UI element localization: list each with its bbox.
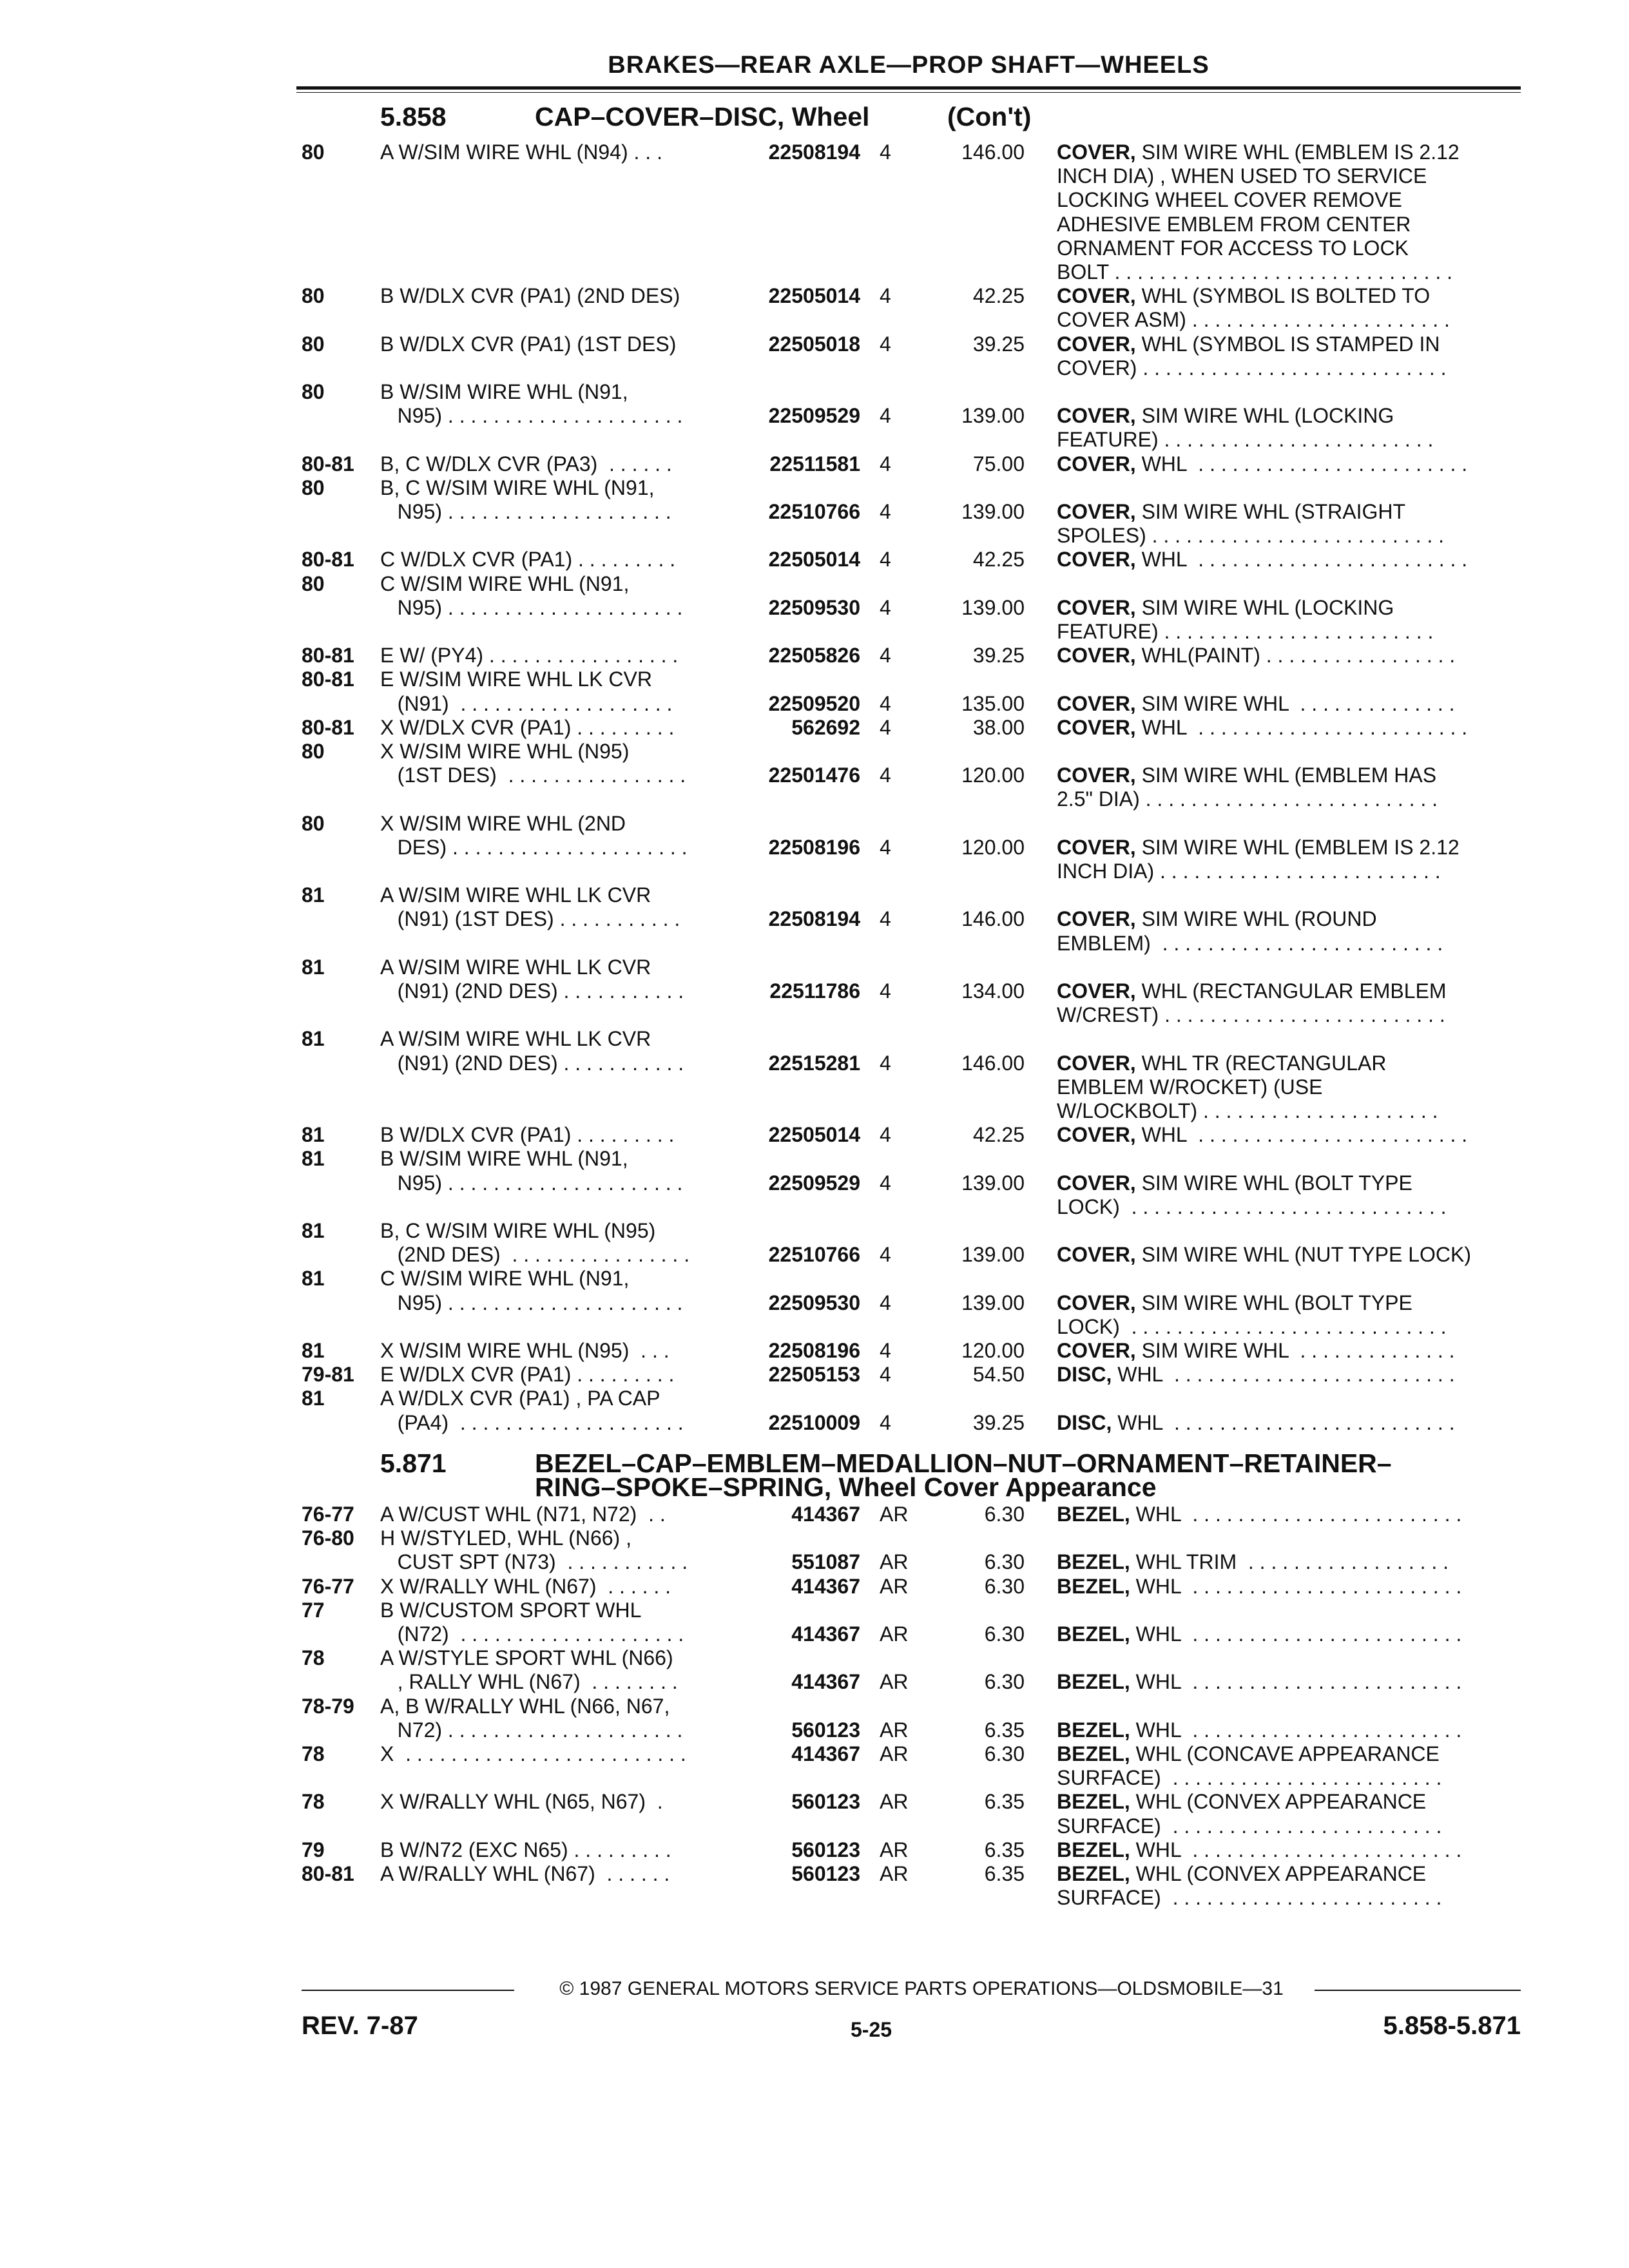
model-years: 77 [302, 1598, 325, 1622]
quantity: 4 [880, 1243, 891, 1267]
part-name: COVER, SIM WIRE WHL (BOLT TYPE [1057, 1171, 1412, 1195]
part-number: 22510766 [768, 500, 860, 523]
quantity: AR [880, 1550, 909, 1574]
usage-description: E W/ (PY4) . . . . . . . . . . . . . . . . . [380, 644, 679, 668]
part-number: 22505826 [768, 644, 860, 668]
usage-description: X W/RALLY WHL (N67) . . . . . . [380, 1574, 671, 1598]
part-number: 22510766 [768, 1243, 860, 1267]
list-price: 6.35 [984, 1838, 1025, 1861]
list-price: 139.00 [961, 1243, 1025, 1267]
list-price: 6.30 [984, 1742, 1025, 1765]
list-price: 38.00 [972, 715, 1025, 739]
part-name: COVER, WHL . . . . . . . . . . . . . . . . . . . . . . . . [1057, 1123, 1468, 1147]
list-price: 146.00 [961, 1051, 1025, 1075]
model-years: 78-79 [302, 1694, 354, 1718]
part-name: FEATURE) . . . . . . . . . . . . . . . . . . . . . . . . [1057, 620, 1434, 643]
part-name: EMBLEM) . . . . . . . . . . . . . . . . . . . . . . . . . [1057, 931, 1443, 955]
usage-description: A W/STYLE SPORT WHL (N66) [380, 1646, 673, 1670]
quantity: 4 [880, 548, 891, 572]
usage-description: B W/DLX CVR (PA1) (2ND DES) [380, 284, 680, 308]
usage-description: B W/DLX CVR (PA1) (1ST DES) [380, 332, 677, 356]
part-number: 22509520 [768, 691, 860, 715]
part-number: 22509530 [768, 1291, 860, 1314]
page-title: BRAKES—REAR AXLE—PROP SHAFT—WHEELS [608, 52, 1210, 79]
part-number: 22509530 [768, 595, 860, 619]
list-price: 42.25 [972, 548, 1025, 572]
quantity: 4 [880, 1123, 891, 1147]
quantity: 4 [880, 1291, 891, 1314]
usage-description: X W/SIM WIRE WHL (2ND [380, 811, 626, 835]
usage-description: (N91) (2ND DES) . . . . . . . . . . . [380, 979, 684, 1003]
model-years: 80 [302, 811, 325, 835]
list-price: 139.00 [961, 1291, 1025, 1314]
part-number: 22505018 [768, 332, 860, 356]
model-years: 79 [302, 1838, 325, 1861]
quantity: 4 [880, 500, 891, 523]
quantity: AR [880, 1838, 909, 1861]
part-name: SPOLES) . . . . . . . . . . . . . . . . . . . . . . . . . . [1057, 524, 1445, 548]
part-number: 22505014 [768, 1123, 860, 1147]
usage-description: , RALLY WHL (N67) . . . . . . . . [380, 1670, 678, 1694]
quantity: 4 [880, 1339, 891, 1362]
revision-date: REV. 7-87 [302, 2012, 418, 2040]
section-number: 5.858 [380, 102, 447, 131]
page-number: 5-25 [851, 2018, 892, 2041]
quantity: AR [880, 1622, 909, 1646]
quantity: 4 [880, 691, 891, 715]
usage-description: B, C W/DLX CVR (PA3) . . . . . . [380, 452, 672, 476]
section-heading-5858 [0, 102, 1629, 131]
part-name: 2.5" DIA) . . . . . . . . . . . . . . . . . . . . . . . . . . [1057, 787, 1438, 811]
list-price: 120.00 [961, 764, 1025, 787]
model-years: 80-81 [302, 548, 354, 572]
model-years: 76-80 [302, 1526, 354, 1550]
usage-description: A W/SIM WIRE WHL (N94) . . . [380, 140, 662, 164]
header-rule [296, 86, 1521, 90]
list-price: 135.00 [961, 691, 1025, 715]
usage-description: (N91) . . . . . . . . . . . . . . . . . . . [380, 691, 673, 715]
part-name: COVER, SIM WIRE WHL (LOCKING [1057, 404, 1394, 428]
list-price: 120.00 [961, 1339, 1025, 1362]
part-name: COVER, SIM WIRE WHL (EMBLEM HAS [1057, 764, 1437, 787]
part-name: INCH DIA) . . . . . . . . . . . . . . . . . . . . . . . . . [1057, 860, 1441, 883]
part-name: COVER, SIM WIRE WHL (EMBLEM IS 2.12 [1057, 835, 1460, 859]
page-header [296, 52, 1521, 90]
usage-description: C W/DLX CVR (PA1) . . . . . . . . . [380, 548, 676, 572]
part-number: 22508194 [768, 140, 860, 164]
part-name: W/LOCKBOLT) . . . . . . . . . . . . . . . . . . . . . [1057, 1099, 1438, 1122]
model-years: 80 [302, 380, 325, 403]
usage-description: N72) . . . . . . . . . . . . . . . . . . . . . [380, 1718, 683, 1742]
usage-description: N95) . . . . . . . . . . . . . . . . . . . . . [380, 1291, 683, 1314]
list-price: 54.50 [972, 1363, 1025, 1387]
usage-description: A W/SIM WIRE WHL LK CVR [380, 955, 651, 979]
quantity: 4 [880, 332, 891, 356]
part-number: 414367 [791, 1670, 860, 1694]
part-name: COVER, WHL . . . . . . . . . . . . . . . . . . . . . . . . [1057, 548, 1468, 572]
list-price: 75.00 [972, 452, 1025, 476]
quantity: AR [880, 1862, 909, 1885]
section-heading-5871 [0, 1448, 1629, 1503]
usage-description: B W/CUSTOM SPORT WHL [380, 1598, 642, 1622]
list-price: 6.30 [984, 1550, 1025, 1574]
usage-description: A W/CUST WHL (N71, N72) . . [380, 1503, 666, 1526]
part-number: 22509529 [768, 404, 860, 428]
model-years: 80 [302, 332, 325, 356]
part-number: 560123 [791, 1790, 860, 1814]
list-price: 6.30 [984, 1670, 1025, 1694]
part-name: COVER ASM) . . . . . . . . . . . . . . . . . . . . . . . [1057, 308, 1450, 332]
usage-description: B W/DLX CVR (PA1) . . . . . . . . . [380, 1123, 675, 1147]
quantity: 4 [880, 140, 891, 164]
part-name: COVER, WHL (SYMBOL IS BOLTED TO [1057, 284, 1431, 308]
list-price: 6.35 [984, 1790, 1025, 1814]
usage-description: N95) . . . . . . . . . . . . . . . . . . . . . [380, 404, 683, 428]
list-price: 6.30 [984, 1622, 1025, 1646]
usage-description: C W/SIM WIRE WHL (N91, [380, 1267, 630, 1291]
list-price: 42.25 [972, 284, 1025, 308]
part-number: 414367 [791, 1622, 860, 1646]
part-number: 22508194 [768, 907, 860, 931]
copyright-line: © 1987 GENERAL MOTORS SERVICE PARTS OPERATIONS—OLDSMOBILE—31 [559, 1978, 1284, 1999]
usage-description: (2ND DES) . . . . . . . . . . . . . . . . [380, 1243, 690, 1267]
quantity: AR [880, 1503, 909, 1526]
usage-description: X W/RALLY WHL (N65, N67) . [380, 1790, 663, 1814]
part-name: COVER) . . . . . . . . . . . . . . . . . . . . . . . . . . . [1057, 356, 1447, 380]
usage-description: DES) . . . . . . . . . . . . . . . . . . . . . [380, 835, 688, 859]
list-price: 6.35 [984, 1862, 1025, 1885]
part-name: BEZEL, WHL . . . . . . . . . . . . . . . . . . . . . . . . [1057, 1670, 1462, 1694]
model-years: 81 [302, 1339, 325, 1362]
list-price: 146.00 [961, 907, 1025, 931]
header-rule-thin [296, 92, 1521, 93]
section-continued: (Con't) [947, 102, 1032, 131]
list-price: 139.00 [961, 595, 1025, 619]
model-years: 76-77 [302, 1503, 354, 1526]
usage-description: B W/SIM WIRE WHL (N91, [380, 380, 628, 403]
list-price: 139.00 [961, 404, 1025, 428]
usage-description: B, C W/SIM WIRE WHL (N91, [380, 476, 655, 499]
model-years: 80-81 [302, 1862, 354, 1885]
part-name: COVER, WHL (SYMBOL IS STAMPED IN [1057, 332, 1440, 356]
model-years: 81 [302, 1123, 325, 1147]
section-number: 5.871 [380, 1448, 447, 1478]
part-name: COVER, WHL . . . . . . . . . . . . . . . . . . . . . . . . [1057, 715, 1468, 739]
model-years: 80-81 [302, 452, 354, 476]
part-name: BEZEL, WHL (CONCAVE APPEARANCE [1057, 1742, 1440, 1765]
model-years: 81 [302, 1267, 325, 1291]
part-number: 22505153 [768, 1363, 860, 1387]
part-name: FEATURE) . . . . . . . . . . . . . . . . . . . . . . . . [1057, 428, 1434, 452]
usage-description: B, C W/SIM WIRE WHL (N95) [380, 1219, 656, 1242]
quantity: 4 [880, 595, 891, 619]
quantity: 4 [880, 1363, 891, 1387]
section-title: CAP–COVER–DISC, Wheel [535, 102, 870, 131]
model-years: 81 [302, 1219, 325, 1242]
part-number: 560123 [791, 1718, 860, 1742]
model-years: 79-81 [302, 1363, 354, 1387]
quantity: 4 [880, 907, 891, 931]
part-name: COVER, WHL TR (RECTANGULAR [1057, 1051, 1387, 1075]
usage-description: X W/DLX CVR (PA1) . . . . . . . . . [380, 715, 675, 739]
part-number: 560123 [791, 1838, 860, 1861]
model-years: 80 [302, 140, 325, 164]
part-number: 22508196 [768, 835, 860, 859]
part-number: 22505014 [768, 548, 860, 572]
usage-description: (1ST DES) . . . . . . . . . . . . . . . . [380, 764, 686, 787]
quantity: 4 [880, 644, 891, 668]
part-name: COVER, SIM WIRE WHL (ROUND [1057, 907, 1377, 931]
quantity: 4 [880, 835, 891, 859]
model-years: 80 [302, 284, 325, 308]
list-price: 6.35 [984, 1718, 1025, 1742]
part-name: BEZEL, WHL (CONVEX APPEARANCE [1057, 1790, 1427, 1814]
quantity: AR [880, 1790, 909, 1814]
usage-description: B W/SIM WIRE WHL (N91, [380, 1147, 628, 1171]
part-number: 22515281 [768, 1051, 860, 1075]
model-years: 81 [302, 955, 325, 979]
model-years: 80 [302, 476, 325, 499]
usage-description: E W/SIM WIRE WHL LK CVR [380, 668, 652, 691]
part-name: SURFACE) . . . . . . . . . . . . . . . . . . . . . . . . [1057, 1766, 1442, 1790]
section-title-line1: BEZEL–CAP–EMBLEM–MEDALLION–NUT–ORNAMENT–RETAINER– [535, 1448, 1392, 1478]
usage-description: (N91) (1ST DES) . . . . . . . . . . . [380, 907, 680, 931]
usage-description: (N91) (2ND DES) . . . . . . . . . . . [380, 1051, 684, 1075]
part-name: BEZEL, WHL (CONVEX APPEARANCE [1057, 1862, 1427, 1885]
usage-description: X W/SIM WIRE WHL (N95) [380, 740, 630, 763]
model-years: 80-81 [302, 668, 354, 691]
part-name: DISC, WHL . . . . . . . . . . . . . . . . . . . . . . . . . [1057, 1410, 1455, 1434]
model-years: 81 [302, 1387, 325, 1410]
part-name: COVER, SIM WIRE WHL (NUT TYPE LOCK) [1057, 1243, 1472, 1267]
part-number: 551087 [791, 1550, 860, 1574]
part-name: COVER, SIM WIRE WHL . . . . . . . . . . . . . . [1057, 691, 1455, 715]
part-number: 414367 [791, 1503, 860, 1526]
model-years: 78 [302, 1646, 325, 1670]
part-name: BOLT . . . . . . . . . . . . . . . . . . . . . . . . . . . . . . [1057, 260, 1453, 284]
part-name: COVER, SIM WIRE WHL (LOCKING [1057, 595, 1394, 619]
list-price: 42.25 [972, 1123, 1025, 1147]
usage-description: CUST SPT (N73) . . . . . . . . . . . [380, 1550, 688, 1574]
part-name: COVER, SIM WIRE WHL (EMBLEM IS 2.12 [1057, 140, 1460, 164]
usage-description: N95) . . . . . . . . . . . . . . . . . . . . [380, 500, 671, 523]
part-number: 414367 [791, 1574, 860, 1598]
model-years: 81 [302, 1147, 325, 1171]
list-price: 139.00 [961, 500, 1025, 523]
model-years: 80 [302, 740, 325, 763]
part-name: EMBLEM W/ROCKET) (USE [1057, 1075, 1323, 1099]
part-name: SURFACE) . . . . . . . . . . . . . . . . . . . . . . . . [1057, 1814, 1442, 1838]
part-name: ADHESIVE EMBLEM FROM CENTER [1057, 212, 1411, 236]
part-name: BEZEL, WHL . . . . . . . . . . . . . . . . . . . . . . . . [1057, 1622, 1462, 1646]
usage-description: A W/SIM WIRE WHL LK CVR [380, 883, 651, 907]
section-range: 5.858-5.871 [1383, 2012, 1521, 2040]
model-years: 81 [302, 883, 325, 907]
quantity: 4 [880, 1171, 891, 1195]
quantity: 4 [880, 1051, 891, 1075]
part-number: 560123 [791, 1862, 860, 1885]
model-years: 80 [302, 572, 325, 595]
model-years: 78 [302, 1790, 325, 1814]
list-price: 6.30 [984, 1503, 1025, 1526]
list-price: 134.00 [961, 979, 1025, 1003]
quantity: 4 [880, 404, 891, 428]
usage-description: X . . . . . . . . . . . . . . . . . . . . . . . . . [380, 1742, 686, 1765]
quantity: AR [880, 1718, 909, 1742]
usage-description: C W/SIM WIRE WHL (N91, [380, 572, 630, 595]
part-number: 22510009 [768, 1410, 860, 1434]
part-name: DISC, WHL . . . . . . . . . . . . . . . . . . . . . . . . . [1057, 1363, 1455, 1387]
part-number: 22501476 [768, 764, 860, 787]
quantity: AR [880, 1670, 909, 1694]
part-name: COVER, WHL (RECTANGULAR EMBLEM [1057, 979, 1447, 1003]
part-name: LOCKING WHEEL COVER REMOVE [1057, 188, 1402, 212]
quantity: 4 [880, 1410, 891, 1434]
part-number: 22509529 [768, 1171, 860, 1195]
model-years: 80-81 [302, 715, 354, 739]
part-number: 414367 [791, 1742, 860, 1765]
part-name: COVER, WHL . . . . . . . . . . . . . . . . . . . . . . . . [1057, 452, 1468, 476]
part-number: 22511786 [769, 979, 860, 1003]
model-years: 76-77 [302, 1574, 354, 1598]
usage-description: A W/DLX CVR (PA1) , PA CAP [380, 1387, 660, 1410]
usage-description: B W/N72 (EXC N65) . . . . . . . . . [380, 1838, 671, 1861]
quantity: 4 [880, 452, 891, 476]
quantity: 4 [880, 284, 891, 308]
part-name: LOCK) . . . . . . . . . . . . . . . . . . . . . . . . . . . . [1057, 1314, 1447, 1338]
usage-description: X W/SIM WIRE WHL (N95) . . . [380, 1339, 670, 1362]
part-name: BEZEL, WHL TRIM . . . . . . . . . . . . . . . . . . [1057, 1550, 1449, 1574]
part-name: BEZEL, WHL . . . . . . . . . . . . . . . . . . . . . . . . [1057, 1503, 1462, 1526]
part-name: BEZEL, WHL . . . . . . . . . . . . . . . . . . . . . . . . [1057, 1718, 1462, 1742]
usage-description: H W/STYLED, WHL (N66) , [380, 1526, 631, 1550]
model-years: 80-81 [302, 644, 354, 668]
part-name: INCH DIA) , WHEN USED TO SERVICE [1057, 164, 1427, 188]
part-name: BEZEL, WHL . . . . . . . . . . . . . . . . . . . . . . . . [1057, 1574, 1462, 1598]
quantity: 4 [880, 715, 891, 739]
part-name: COVER, WHL(PAINT) . . . . . . . . . . . . . . . . . [1057, 644, 1456, 668]
part-number: 22511581 [769, 452, 860, 476]
part-number: 22505014 [768, 284, 860, 308]
footer-rule-left [302, 1990, 514, 1991]
list-price: 139.00 [961, 1171, 1025, 1195]
quantity: 4 [880, 979, 891, 1003]
model-years: 81 [302, 1027, 325, 1051]
usage-description: A, B W/RALLY WHL (N66, N67, [380, 1694, 670, 1718]
usage-description: A W/RALLY WHL (N67) . . . . . . [380, 1862, 670, 1885]
part-name: SURFACE) . . . . . . . . . . . . . . . . . . . . . . . . [1057, 1886, 1442, 1910]
quantity: 4 [880, 764, 891, 787]
usage-description: A W/SIM WIRE WHL LK CVR [380, 1027, 651, 1051]
part-name: ORNAMENT FOR ACCESS TO LOCK [1057, 236, 1409, 260]
list-price: 6.30 [984, 1574, 1025, 1598]
part-name: W/CREST) . . . . . . . . . . . . . . . . . . . . . . . . . [1057, 1003, 1445, 1027]
list-price: 39.25 [972, 1410, 1025, 1434]
quantity: AR [880, 1742, 909, 1765]
part-name: BEZEL, WHL . . . . . . . . . . . . . . . . . . . . . . . . [1057, 1838, 1462, 1861]
part-name: LOCK) . . . . . . . . . . . . . . . . . . . . . . . . . . . . [1057, 1195, 1447, 1218]
part-number: 22508196 [768, 1339, 860, 1362]
usage-description: E W/DLX CVR (PA1) . . . . . . . . . [380, 1363, 675, 1387]
list-price: 39.25 [972, 644, 1025, 668]
part-name: COVER, SIM WIRE WHL (STRAIGHT [1057, 500, 1406, 523]
usage-description: (PA4) . . . . . . . . . . . . . . . . . . . . [380, 1410, 684, 1434]
model-years: 78 [302, 1742, 325, 1765]
footer-rule-right [1315, 1990, 1521, 1991]
list-price: 39.25 [972, 332, 1025, 356]
quantity: AR [880, 1574, 909, 1598]
usage-description: N95) . . . . . . . . . . . . . . . . . . . . . [380, 1171, 683, 1195]
part-name: COVER, SIM WIRE WHL . . . . . . . . . . . . . . [1057, 1339, 1455, 1362]
section-title-line2: RING–SPOKE–SPRING, Wheel Cover Appearance [535, 1472, 1157, 1502]
usage-description: (N72) . . . . . . . . . . . . . . . . . . . . [380, 1622, 684, 1646]
list-price: 146.00 [961, 140, 1025, 164]
usage-description: N95) . . . . . . . . . . . . . . . . . . . . . [380, 595, 683, 619]
part-name: COVER, SIM WIRE WHL (BOLT TYPE [1057, 1291, 1412, 1314]
list-price: 120.00 [961, 835, 1025, 859]
part-number: 562692 [791, 715, 860, 739]
